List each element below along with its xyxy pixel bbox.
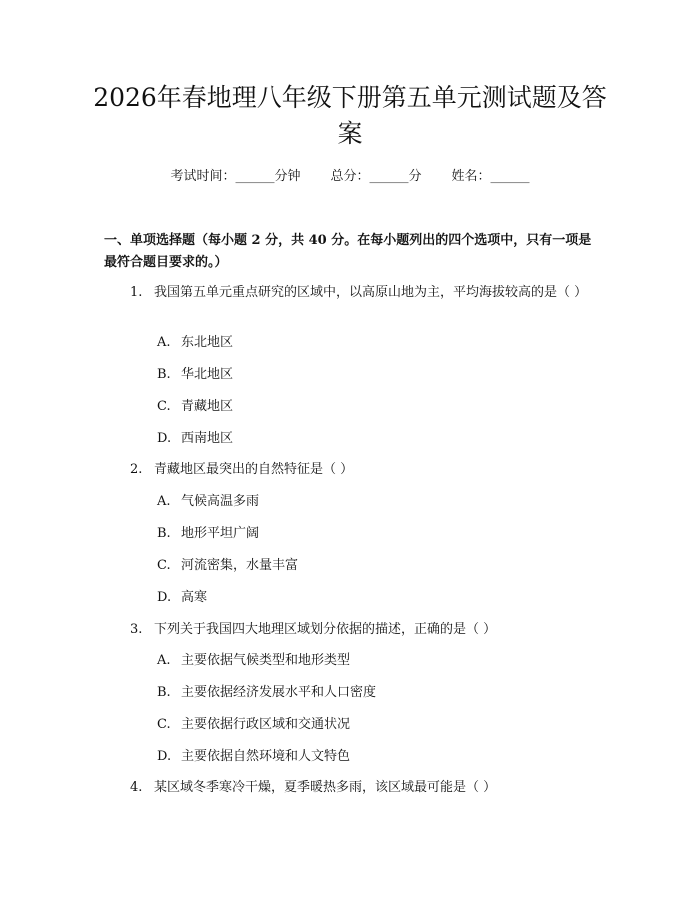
question-stem: 青藏地区最突出的自然特征是（ ） — [154, 462, 354, 477]
option-text: 主要依据行政区域和交通状况 — [181, 717, 351, 732]
option-letter: C. — [157, 558, 171, 573]
question-1-option-d — [157, 429, 597, 449]
question-2-option-c — [157, 556, 597, 576]
name-field: 姓名：______ — [451, 169, 530, 184]
option-letter: D. — [157, 749, 172, 764]
option-text: 气候高温多雨 — [181, 494, 260, 509]
option-letter: D. — [157, 590, 172, 605]
question-4 — [104, 777, 604, 799]
question-3-option-b — [157, 683, 597, 703]
question-2 — [104, 459, 604, 481]
option-text: 河流密集，水量丰富 — [181, 558, 299, 573]
question-1-option-a — [157, 333, 597, 353]
question-number: 2. — [130, 462, 143, 477]
option-text: 主要依据经济发展水平和人口密度 — [181, 685, 377, 700]
option-text: 青藏地区 — [181, 399, 234, 414]
question-1-option-b — [157, 365, 597, 385]
question-3-option-d — [157, 747, 597, 767]
option-letter: B. — [157, 367, 171, 382]
question-3-option-c — [157, 715, 597, 735]
option-letter: A. — [157, 335, 171, 350]
section-heading: 一、单项选择题（每小题 2 分，共 40 分。在每小题列出的四个选项中，只有一项是最符合题目要求的。） — [104, 233, 592, 270]
option-text: 西南地区 — [181, 431, 234, 446]
question-number: 3. — [130, 622, 143, 637]
question-1-option-c — [157, 397, 597, 417]
page-title: 2026年春地理八年级下册第五单元测试题及答案 — [93, 83, 607, 148]
option-letter: A. — [157, 653, 171, 668]
option-letter: A. — [157, 494, 171, 509]
question-stem: 某区域冬季寒冷干燥，夏季暖热多雨，该区域最可能是（ ） — [154, 780, 497, 795]
option-letter: B. — [157, 526, 171, 541]
option-text: 高寒 — [181, 590, 208, 605]
option-text: 地形平坦广阔 — [181, 526, 260, 541]
question-2-option-b — [157, 524, 597, 544]
question-3-option-a — [157, 651, 597, 671]
option-letter: D. — [157, 431, 172, 446]
option-text: 主要依据自然环境和人文特色 — [181, 749, 351, 764]
question-1 — [104, 282, 604, 304]
question-stem: 我国第五单元重点研究的区域中，以高原山地为主，平均海拔较高的是（ ） — [154, 285, 588, 300]
option-letter: C. — [157, 399, 171, 414]
question-2-option-d — [157, 588, 597, 608]
total-score-field: 总分：______分 — [330, 169, 422, 184]
question-number: 1. — [130, 285, 143, 300]
option-text: 华北地区 — [181, 367, 234, 382]
option-letter: B. — [157, 685, 171, 700]
question-2-option-a — [157, 492, 597, 512]
question-3 — [104, 619, 604, 641]
option-text: 东北地区 — [181, 335, 234, 350]
option-letter: C. — [157, 717, 171, 732]
exam-info-line — [0, 168, 700, 186]
exam-time-field: 考试时间：______分钟 — [170, 169, 301, 184]
option-text: 主要依据气候类型和地形类型 — [181, 653, 351, 668]
question-number: 4. — [130, 780, 143, 795]
question-stem: 下列关于我国四大地理区域划分依据的描述，正确的是（ ） — [154, 622, 497, 637]
